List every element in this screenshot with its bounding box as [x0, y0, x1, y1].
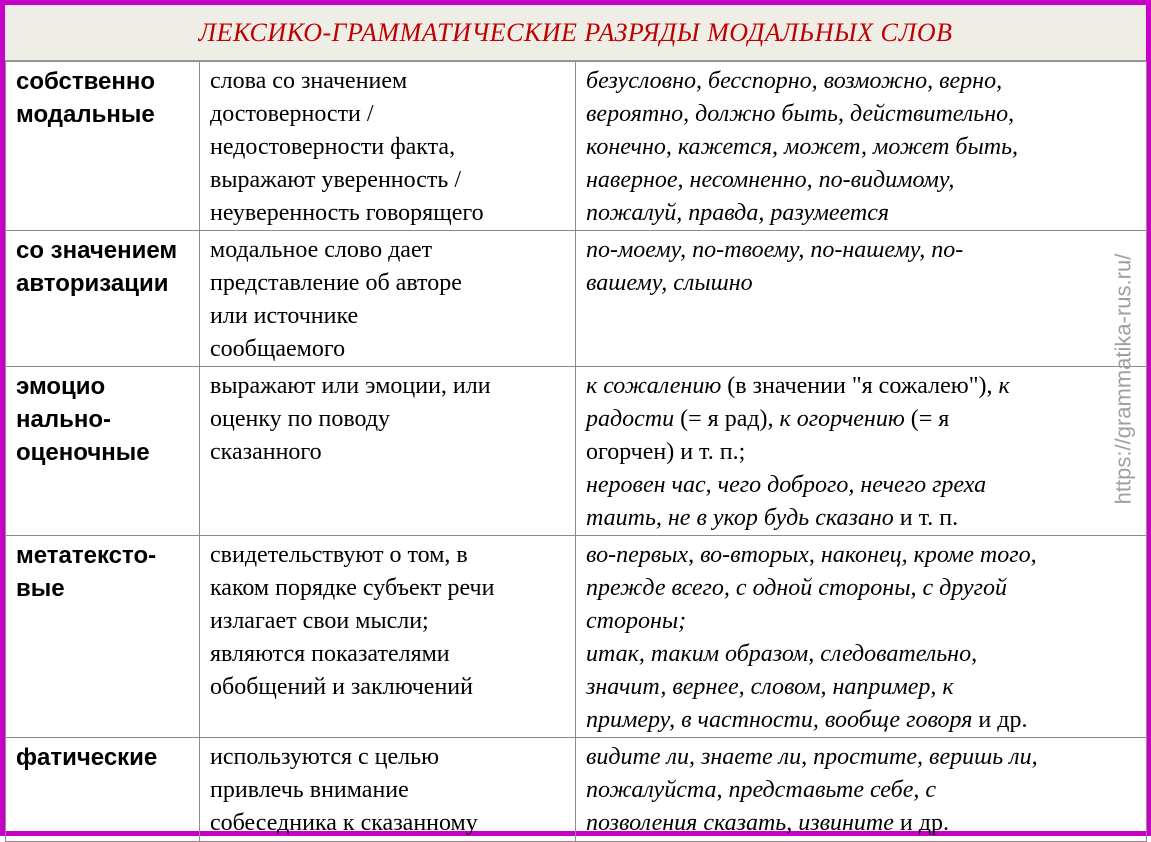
example-words: безусловно, бесспорно, возможно, верно, [586, 68, 1003, 94]
watermark [1104, 239, 1142, 519]
example-line [586, 741, 1140, 774]
example-words: к огорчению [779, 406, 905, 432]
example-line [586, 502, 1140, 535]
example-words: пожалуйста, представьте себе, с [586, 777, 937, 803]
description-line: оценку по поводу [210, 406, 391, 432]
description-line: каком порядке субъект речи [210, 575, 495, 601]
example-line [586, 605, 1140, 638]
description-line: достоверности / [210, 101, 374, 127]
description-line: слова со значением [210, 68, 408, 94]
table-row [6, 62, 1147, 231]
example-line [586, 234, 1140, 267]
page-title: ЛЕКСИКО-ГРАММАТИЧЕСКИЕ РАЗРЯДЫ МОДАЛЬНЫХ СЛОВ [198, 17, 953, 47]
example-words: неровен час, чего доброго, нечего греха [586, 472, 987, 498]
examples-cell [576, 231, 1147, 367]
example-line [586, 671, 1140, 704]
example-note: огорчен) и т. п.; [586, 439, 746, 465]
example-words: наверное, несомненно, по-видимому, [586, 167, 955, 193]
description-line: сообщаемого [210, 336, 346, 362]
description-cell [200, 231, 576, 367]
description-line: являются показателями [210, 641, 450, 667]
examples-cell [576, 536, 1147, 738]
example-words: к сожалению [586, 373, 722, 399]
example-words: видите ли, знаете ли, простите, веришь ли, [586, 744, 1038, 770]
example-line [586, 572, 1140, 605]
example-note: (= я рад), [674, 406, 780, 432]
example-words: прежде всего, с одной стороны, с другой [586, 575, 1007, 601]
example-line [586, 638, 1140, 671]
example-line [586, 704, 1140, 737]
example-line [586, 539, 1140, 572]
example-line [586, 164, 1140, 197]
description-line: собеседника к сказанному [210, 810, 478, 836]
category-cell [6, 231, 200, 367]
examples-cell [576, 367, 1147, 536]
category-line: собственно [16, 68, 156, 95]
example-note: и др. [972, 707, 1028, 733]
example-words: примеру, в частности, вообще говоря [586, 707, 973, 733]
example-line [586, 98, 1140, 131]
description-cell [200, 367, 576, 536]
example-note: и др. [893, 810, 949, 836]
description-line: выражают или эмоции, или [210, 373, 491, 399]
category-cell [6, 62, 200, 231]
example-line [586, 370, 1140, 403]
example-words: значит, вернее, словом, например, к [586, 674, 954, 700]
modal-words-table [5, 61, 1147, 842]
category-line: со значением [16, 237, 178, 264]
watermark-text: https://grammatika-rus.ru/ [1110, 253, 1136, 505]
example-line [586, 131, 1140, 164]
description-line: выражают уверенность / [210, 167, 461, 193]
description-line: неуверенность говорящего [210, 200, 484, 226]
example-words: по-моему, по-твоему, по-нашему, по- [586, 237, 964, 263]
example-line [586, 267, 1140, 300]
example-line [586, 436, 1140, 469]
category-line: метатексто- [16, 542, 157, 569]
category-line: оценочные [16, 439, 150, 466]
example-words: радости [586, 406, 675, 432]
example-line [586, 469, 1140, 502]
category-line: модальные [16, 101, 155, 128]
example-words: во-первых, во-вторых, наконец, кроме того, [586, 542, 1037, 568]
category-line: авторизации [16, 270, 169, 297]
example-words: вероятно, должно быть, действительно, [586, 101, 1015, 127]
title-bar [5, 5, 1146, 61]
examples-cell [576, 738, 1147, 842]
description-line: привлечь внимание [210, 777, 409, 803]
example-words: к [998, 373, 1010, 399]
description-line: обобщений и заключений [210, 674, 473, 700]
description-line: используются с целью [210, 744, 440, 770]
description-cell [200, 536, 576, 738]
example-words: итак, таким образом, следовательно, [586, 641, 978, 667]
example-words: стороны; [586, 608, 687, 634]
example-words: конечно, кажется, может, может быть, [586, 134, 1018, 160]
description-line: представление об авторе [210, 270, 462, 296]
description-line: излагает свои мысли; [210, 608, 429, 634]
category-cell [6, 536, 200, 738]
table-row [6, 367, 1147, 536]
example-line [586, 403, 1140, 436]
example-line [586, 774, 1140, 807]
description-line: сказанного [210, 439, 322, 465]
category-line: нально- [16, 406, 111, 433]
example-words: позволения сказать, извините [586, 810, 894, 836]
category-line: вые [16, 575, 65, 602]
category-line: эмоцио [16, 373, 106, 400]
description-cell [200, 738, 576, 842]
description-line: недостоверности факта, [210, 134, 456, 160]
category-line: фатические [16, 744, 158, 771]
example-line [586, 197, 1140, 230]
example-line [586, 65, 1140, 98]
category-cell [6, 738, 200, 842]
example-note: и т. п. [893, 505, 959, 531]
example-words: таить, не в укор будь сказано [586, 505, 894, 531]
examples-cell [576, 62, 1147, 231]
description-line: или источнике [210, 303, 359, 329]
description-cell [200, 62, 576, 231]
table-row [6, 536, 1147, 738]
description-line: модальное слово дает [210, 237, 433, 263]
table-row [6, 231, 1147, 367]
example-words: вашему, слышно [586, 270, 753, 296]
category-cell [6, 367, 200, 536]
table-row [6, 738, 1147, 842]
example-note: (в значении "я сожалею"), [721, 373, 999, 399]
example-words: пожалуй, правда, разумеется [586, 200, 890, 226]
example-note: (= я [904, 406, 950, 432]
description-line: свидетельствуют о том, в [210, 542, 468, 568]
example-line [586, 807, 1140, 840]
